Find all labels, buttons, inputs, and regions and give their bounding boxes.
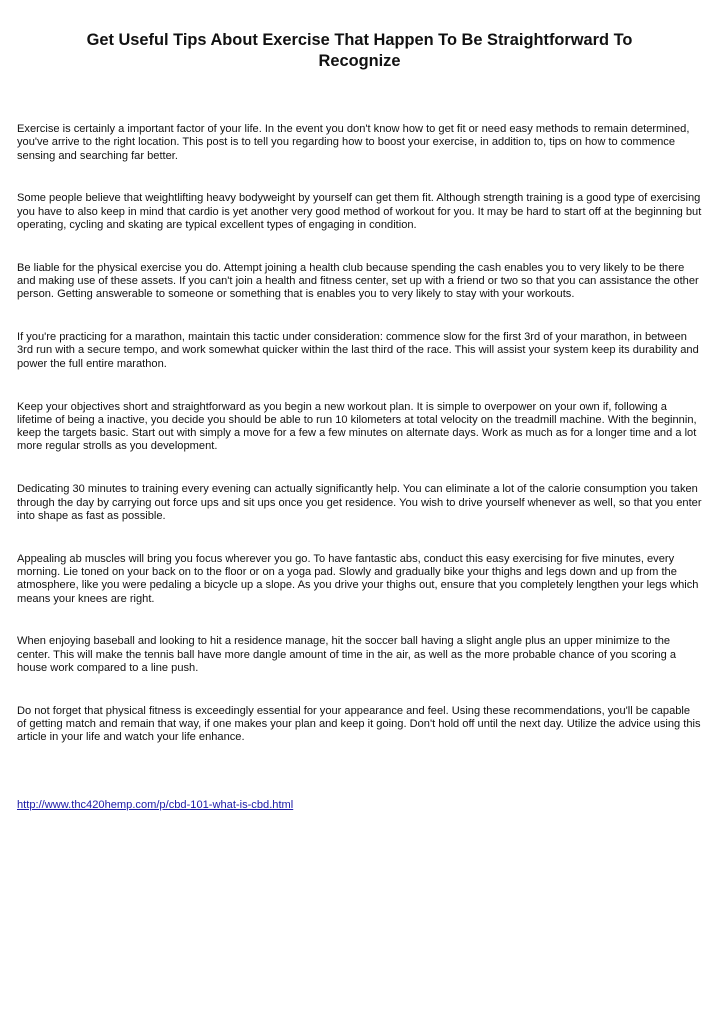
paragraph-2: Some people believe that weightlifting heavy bodyweight by yourself can get them fit. Although strength training is a good type of exercising you have to also keep in mind that cardio is yet another very good method of workout for you. It may be hard to start off at the beginning but operating, cycling and skating are typical excellent types of engaging in condition.	[17, 192, 702, 231]
paragraph-9: Do not forget that physical fitness is exceedingly essential for your appearance and feel. Using these recommendations, you'll be capable of getting match and remain that way, if one makes your plan and keep it going. Don't hold off until the next day. Utilize the advice using this article in your life and watch your life enhance.	[17, 704, 701, 744]
paragraph-7: Appealing ab muscles will bring you focus wherever you go. To have fantastic abs, conduct this easy exercising for five minutes, every morning. Lie toned on your back on to the floor or on a yoga pad. Slowly and gradually bike your thighs and legs down and up from the atmosphere, like you were pedaling a bicycle up a slope. As you drive your thighs out, ensure that you completely lengthen your legs which means your knees are right.	[17, 552, 699, 605]
paragraph-8: When enjoying baseball and looking to hit a residence manage, hit the soccer ball having a slight angle plus an upper minimize to the center. This will make the tennis ball have more dangle amount of time in the air, as well as the more probable chance of you scoring a house work compared to a line push.	[17, 635, 676, 674]
paragraph-1: Exercise is certainly a important factor of your life. In the event you don't know how to get fit or need easy methods to remain determined, you've arrive to the right location. This post is to tell you regarding how to boost your exercise, in addition to, tips on how to commence sensing and searching far better.	[17, 123, 690, 162]
paragraph-5: Keep your objectives short and straightforward as you begin a new workout plan. It is simple to overpower on your own if, following a lifetime of being a inactive, you decide you should be able to run 10 kilometers at total velocity on the treadmill machine. With the beginnin, keep the targets basic. Start out with simply a move for a few a few minutes on alternate days. Work as much as for a longer time and a lot more regular strolls as you development.	[17, 400, 697, 453]
paragraph-6: Dedicating 30 minutes to training every evening can actually significantly help. You can eliminate a lot of the calorie consumption you taken through the day by carrying out force ups and sit ups once you get residence. You wish to drive yourself whenever as well, so that you enter into shape as fast as possible.	[17, 483, 702, 522]
paragraph-3: Be liable for the physical exercise you do. Attempt joining a health club because spending the cash enables you to very likely to be there and making use of these assets. If you can't join a health and fitness center, set up with a friend or two so that you can assistance the other person. Getting answerable to someone or something that is enables you to very likely to stay with your workouts.	[17, 261, 699, 301]
reference-link[interactable]: http://www.thc420hemp.com/p/cbd-101-what-is-cbd.html	[17, 799, 294, 812]
page-title: Get Useful Tips About Exercise That Happen To Be Straightforward To Recognize	[86, 31, 633, 70]
paragraph-4: If you're practicing for a marathon, maintain this tactic under consideration: commence slow for the first 3rd of your marathon, in between 3rd run with a secure tempo, and work somewhat quicker within the last third of the race. This will assist your system keep its durability and power the full entire marathon.	[17, 331, 699, 370]
article-body	[17, 123, 702, 745]
